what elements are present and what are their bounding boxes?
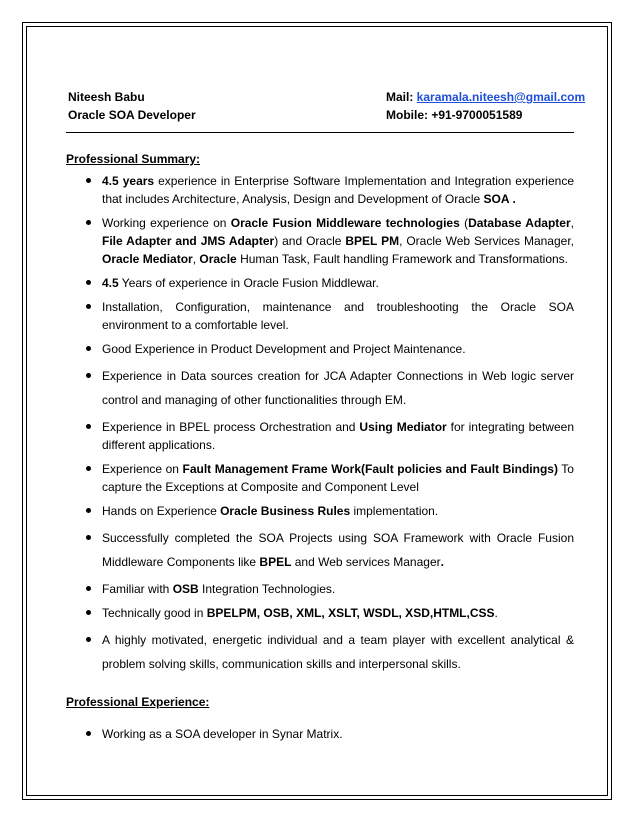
summary-text: Experience on [102, 462, 183, 476]
summary-text: Oracle Business Rules [220, 504, 351, 518]
summary-item [66, 460, 574, 496]
summary-item [66, 298, 574, 334]
summary-text: Hands on Experience [102, 504, 221, 518]
summary-text: ) and Oracle [274, 234, 346, 248]
summary-text: SOA . [483, 192, 516, 206]
summary-text: Human Task, Fault handling Framework and Transformations. [236, 252, 568, 266]
summary-text: BPEL [259, 555, 292, 569]
summary-item [66, 604, 574, 622]
bullet-icon [86, 535, 91, 540]
summary-text: . [440, 555, 444, 569]
experience-list [66, 725, 574, 743]
summary-text: experience in Enterprise Software Implementation and Integration experience that includes Architecture, Analysis, Design and Development of Oracle [102, 174, 574, 206]
summary-text: implementation. [350, 504, 439, 518]
bullet-icon [86, 424, 91, 429]
summary-text: Good Experience in Product Development and Project Maintenance. [102, 342, 466, 356]
summary-text: Familiar with [102, 582, 173, 596]
summary-text: Using Mediator [359, 420, 447, 434]
experience-text: Working as a SOA developer in Synar Matrix. [102, 727, 343, 741]
candidate-role: Oracle SOA Developer [68, 108, 196, 122]
experience-heading: Professional Experience: [66, 695, 210, 709]
summary-text: File Adapter and JMS Adapter [102, 234, 275, 248]
header-left [68, 88, 196, 124]
summary-item [66, 274, 574, 292]
summary-text: Database Adapter [468, 216, 571, 230]
summary-text: Oracle [199, 252, 237, 266]
bullet-icon [86, 466, 91, 471]
summary-text: 4.5 [102, 276, 119, 290]
summary-list [66, 172, 574, 676]
mail-label: Mail: [386, 90, 417, 104]
bullet-icon [86, 220, 91, 225]
summary-text: . [494, 606, 498, 620]
summary-text: Fault Management Frame Work(Fault policies and Fault Bindings) [182, 462, 558, 476]
summary-text: A highly motivated, energetic individual and a team player with excellent analytical & problem solving skills, communication skills and interpersonal skills. [102, 633, 574, 671]
summary-text: Technically good in [102, 606, 207, 620]
summary-text: , Oracle Web Services Manager, [399, 234, 574, 248]
summary-text: and Web services Manager [291, 555, 441, 569]
contact-mail [386, 88, 585, 106]
resume-header [66, 88, 586, 128]
candidate-name: Niteesh Babu [68, 90, 145, 104]
summary-text: BPELPM, OSB, XML, XSLT, WSDL, XSD,HTML,CSS [206, 606, 495, 620]
summary-text: , [192, 252, 200, 266]
summary-text: Successfully completed the SOA Projects using SOA Framework with Oracle Fusion Middleware Components like [102, 531, 574, 569]
summary-text: BPEL PM [345, 234, 400, 248]
summary-item [66, 580, 574, 598]
header-right [386, 88, 585, 124]
email-link[interactable]: karamala.niteesh@gmail.com [416, 90, 586, 104]
summary-text: Integration Technologies. [198, 582, 336, 596]
summary-text: Installation, Configuration, maintenance and troubleshooting the Oracle SOA environment to a comfortable level. [102, 300, 574, 332]
summary-item [66, 526, 574, 574]
bullet-icon [86, 610, 91, 615]
summary-text: Years of experience in Oracle Fusion Middlewar. [118, 276, 379, 290]
summary-text: Working experience on [102, 216, 231, 230]
bullet-icon [86, 304, 91, 309]
summary-text: Experience in Data sources creation for JCA Adapter Connections in Web logic server control and managing of other functionalities through EM. [102, 369, 574, 407]
summary-text: Oracle Mediator [102, 252, 193, 266]
summary-item [66, 502, 574, 520]
summary-item [66, 628, 574, 676]
bullet-icon [86, 346, 91, 351]
summary-text: , [570, 216, 574, 230]
summary-text: Experience in BPEL process Orchestration and [102, 420, 360, 434]
summary-item [66, 340, 574, 358]
bullet-icon [86, 280, 91, 285]
experience-item [66, 725, 574, 743]
header-divider [66, 132, 574, 133]
summary-item [66, 172, 574, 208]
summary-text: OSB [172, 582, 199, 596]
summary-heading: Professional Summary: [66, 152, 201, 166]
summary-text: for integrating between different applications. [102, 420, 574, 452]
bullet-icon [86, 178, 91, 183]
bullet-icon [86, 731, 91, 736]
summary-text: To capture the Exceptions at Composite and Component Level [102, 462, 574, 494]
bullet-icon [86, 637, 91, 642]
bullet-icon [86, 373, 91, 378]
bullet-icon [86, 508, 91, 513]
summary-item [66, 364, 574, 412]
bullet-icon [86, 586, 91, 591]
summary-text: ( [459, 216, 469, 230]
summary-item [66, 214, 574, 268]
summary-text: 4.5 years [102, 174, 155, 188]
summary-item [66, 418, 574, 454]
summary-text: Oracle Fusion Middleware technologies [230, 216, 460, 230]
resume-page [66, 88, 586, 749]
contact-mobile: Mobile: +91-9700051589 [386, 108, 523, 122]
